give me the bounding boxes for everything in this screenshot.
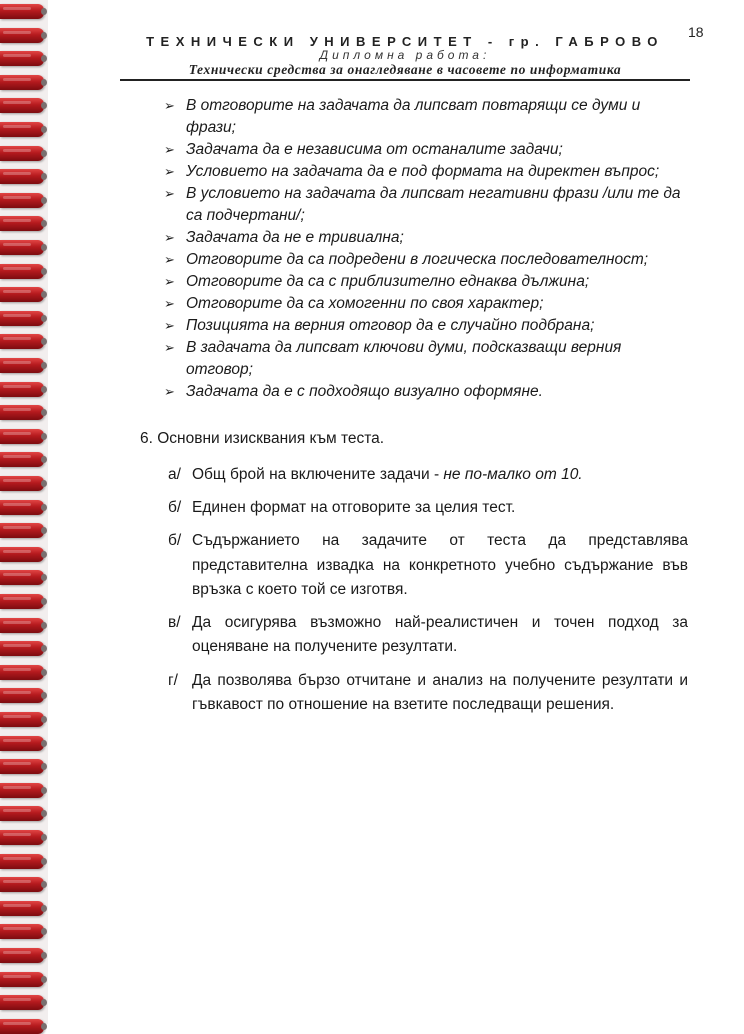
list-item [162,139,692,161]
list-item [168,463,688,488]
test-requirements-list [168,463,688,718]
binding-ring [0,311,44,326]
binding-ring [0,712,44,727]
list-item [162,271,692,293]
arrow-bullet-icon: ➢ [164,164,175,179]
binding-ring [0,641,44,656]
binding-ring [0,358,44,373]
binding-ring [0,783,44,798]
list-item-text: Да осигурява възможно най-реалистичен и точен подход за оценяване на получените резултати. [192,613,688,655]
binding-ring [0,429,44,444]
page-header [120,34,690,81]
list-item-text: Единен формат на отговорите за целия тест. [192,498,516,516]
list-item [162,249,692,271]
binding-ring [0,877,44,892]
list-item [162,381,692,403]
binding-ring [0,688,44,703]
binding-ring [0,500,44,515]
list-item-text: В задачата да липсват ключови думи, подсказващи верния отговор; [186,339,622,378]
binding-ring [0,287,44,302]
requirements-bullet-list [162,95,692,403]
binding-ring [0,547,44,562]
binding-ring [0,28,44,43]
binding-ring [0,476,44,491]
binding-ring [0,924,44,939]
binding-ring [0,806,44,821]
binding-ring [0,995,44,1010]
arrow-bullet-icon: ➢ [164,340,175,355]
list-item [162,183,692,227]
arrow-bullet-icon: ➢ [164,142,175,157]
binding-ring [0,405,44,420]
arrow-bullet-icon: ➢ [164,274,175,289]
arrow-bullet-icon: ➢ [164,186,175,201]
page-number: 18 [688,24,704,40]
thesis-subject: Технически средства за онагледяване в часовете по информатика [120,62,690,81]
binding-ring [0,594,44,609]
list-item-emphasis: не по-малко от 10. [443,466,583,483]
binding-ring [0,193,44,208]
binding-ring [0,75,44,90]
binding-ring [0,948,44,963]
list-item-text: Отговорите да са подредени в логическа последователност; [186,251,649,268]
thesis-label: Дипломна работа: [319,48,491,62]
binding-ring [0,122,44,137]
arrow-bullet-icon: ➢ [164,230,175,245]
binding-ring [0,523,44,538]
list-item [168,496,688,521]
list-item-text: Задачата да е независима от останалите задачи; [186,141,563,158]
binding-ring [0,51,44,66]
list-item [162,337,692,381]
binding-ring [0,169,44,184]
arrow-bullet-icon: ➢ [164,98,175,113]
binding-ring [0,830,44,845]
binding-ring [0,665,44,680]
list-item-text: Условието на задачата да е под формата на директен въпрос; [186,163,660,180]
binding-ring [0,146,44,161]
binding-ring [0,240,44,255]
binding-ring [0,972,44,987]
list-item [168,669,688,718]
item-marker: б/ [168,532,182,549]
binding-ring [0,452,44,467]
binding-ring [0,759,44,774]
binding-ring [0,618,44,633]
arrow-bullet-icon: ➢ [164,384,175,399]
list-item-text: Задачата да е с подходящо визуално оформяне. [186,383,543,400]
binding-ring [0,216,44,231]
binding-ring [0,98,44,113]
list-item-text: Отговорите да са с приблизително еднаква дължина; [186,273,590,290]
list-item [162,315,692,337]
arrow-bullet-icon: ➢ [164,252,175,267]
binding-ring [0,4,44,19]
binding-ring [0,570,44,585]
arrow-bullet-icon: ➢ [164,296,175,311]
list-item [168,611,688,660]
list-item [162,161,692,183]
list-item-text: Отговорите да са хомогенни по своя характер; [186,295,544,312]
list-item-text: Общ брой на включените задачи - [192,466,444,483]
item-marker: а/ [168,466,181,483]
item-marker: б/ [168,498,182,516]
section-title: 6. Основни изисквания към теста. [140,430,385,447]
item-marker: в/ [168,613,181,631]
binding-ring [0,736,44,751]
binding-ring [0,854,44,869]
binding-ring [0,264,44,279]
list-item [168,529,688,603]
item-marker: г/ [168,671,178,689]
binding-ring [0,382,44,397]
list-item [162,293,692,315]
list-item-text: Позицията на верния отговор да е случайно подбрана; [186,317,595,334]
university-name: ТЕХНИЧЕСКИ УНИВЕРСИТЕТ - гр. ГАБРОВО [146,34,664,49]
arrow-bullet-icon: ➢ [164,318,175,333]
list-item [162,95,692,139]
list-item-text: В условието на задачата да липсват негативни фрази /или те да са подчертани/; [186,185,681,224]
list-item-text: Да позволява бързо отчитане и анализ на получените резултати и гъвкавост по отношение на взетите последващи решения. [192,671,688,713]
binding-ring [0,334,44,349]
spiral-binding [0,0,48,1024]
list-item-text: Съдържанието на задачите от теста да представлява представителна извадка на конкретното учебно съдържание във връзка с което той се изготвя. [192,532,688,598]
list-item-text: Задачата да не е тривиална; [186,229,404,246]
binding-ring [0,1019,44,1034]
list-item [162,227,692,249]
list-item-text: В отговорите на задачата да липсват повтарящи се думи и фрази; [186,97,641,136]
binding-ring [0,901,44,916]
